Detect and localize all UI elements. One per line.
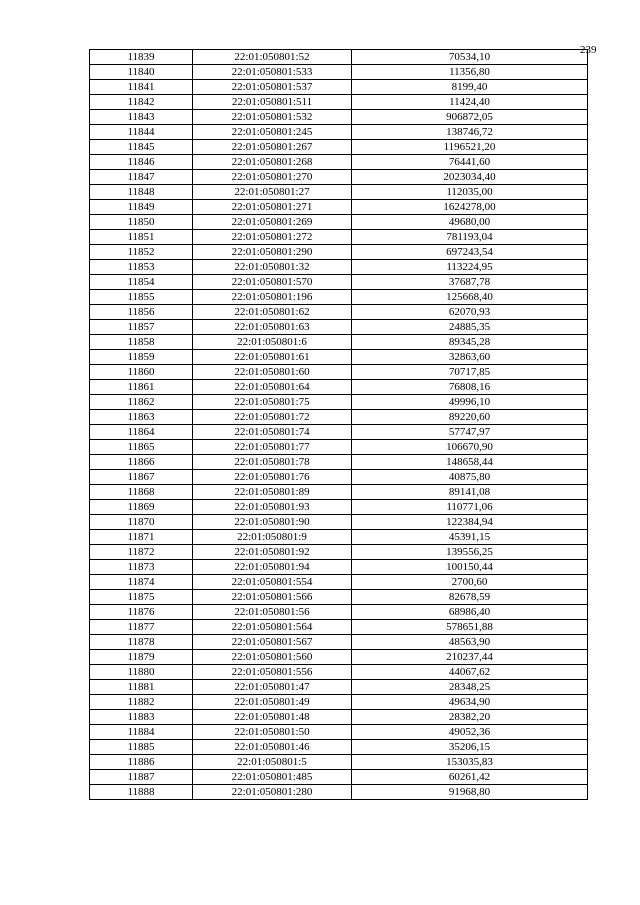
row-number-cell: 11848 <box>90 185 193 200</box>
row-number-cell: 11888 <box>90 785 193 800</box>
table-row <box>90 335 588 350</box>
table-row <box>90 515 588 530</box>
cadastral-number-cell: 22:01:050801:74 <box>193 425 352 440</box>
cadastral-value-cell: 48563,90 <box>352 635 588 650</box>
table-row <box>90 380 588 395</box>
table-row <box>90 275 588 290</box>
cadastral-value-cell: 49052,36 <box>352 725 588 740</box>
cadastral-value-cell: 49634,90 <box>352 695 588 710</box>
row-number-cell: 11882 <box>90 695 193 710</box>
cadastral-number-cell: 22:01:050801:560 <box>193 650 352 665</box>
row-number-cell: 11887 <box>90 770 193 785</box>
cadastral-number-cell: 22:01:050801:52 <box>193 50 352 65</box>
row-number-cell: 11864 <box>90 425 193 440</box>
cadastral-value-cell: 68986,40 <box>352 605 588 620</box>
table-row <box>90 95 588 110</box>
table-row <box>90 200 588 215</box>
row-number-cell: 11872 <box>90 545 193 560</box>
cadastral-value-cell: 106670,90 <box>352 440 588 455</box>
cadastral-value-cell: 37687,78 <box>352 275 588 290</box>
table-row <box>90 785 588 800</box>
cadastral-value-cell: 82678,59 <box>352 590 588 605</box>
table-row <box>90 530 588 545</box>
cadastral-number-cell: 22:01:050801:567 <box>193 635 352 650</box>
table-row <box>90 770 588 785</box>
table-body <box>90 50 588 800</box>
cadastral-value-cell: 60261,42 <box>352 770 588 785</box>
cadastral-value-cell: 1624278,00 <box>352 200 588 215</box>
table-row <box>90 125 588 140</box>
cadastral-number-cell: 22:01:050801:267 <box>193 140 352 155</box>
cadastral-number-cell: 22:01:050801:196 <box>193 290 352 305</box>
cadastral-value-cell: 76808,16 <box>352 380 588 395</box>
table-row <box>90 725 588 740</box>
cadastral-number-cell: 22:01:050801:5 <box>193 755 352 770</box>
cadastral-value-cell: 210237,44 <box>352 650 588 665</box>
cadastral-number-cell: 22:01:050801:89 <box>193 485 352 500</box>
table-row <box>90 215 588 230</box>
cadastral-number-cell: 22:01:050801:268 <box>193 155 352 170</box>
cadastral-value-cell: 89220,60 <box>352 410 588 425</box>
row-number-cell: 11883 <box>90 710 193 725</box>
cadastral-number-cell: 22:01:050801:63 <box>193 320 352 335</box>
cadastral-value-cell: 45391,15 <box>352 530 588 545</box>
cadastral-value-cell: 76441,60 <box>352 155 588 170</box>
cadastral-number-cell: 22:01:050801:62 <box>193 305 352 320</box>
row-number-cell: 11861 <box>90 380 193 395</box>
cadastral-number-cell: 22:01:050801:72 <box>193 410 352 425</box>
cadastral-value-cell: 49996,10 <box>352 395 588 410</box>
row-number-cell: 11866 <box>90 455 193 470</box>
table-row <box>90 365 588 380</box>
cadastral-number-cell: 22:01:050801:556 <box>193 665 352 680</box>
table-row <box>90 155 588 170</box>
table-row <box>90 290 588 305</box>
table-row <box>90 170 588 185</box>
table-row <box>90 545 588 560</box>
row-number-cell: 11856 <box>90 305 193 320</box>
row-number-cell: 11858 <box>90 335 193 350</box>
row-number-cell: 11846 <box>90 155 193 170</box>
table-row <box>90 470 588 485</box>
cadastral-number-cell: 22:01:050801:485 <box>193 770 352 785</box>
cadastral-value-cell: 35206,15 <box>352 740 588 755</box>
cadastral-number-cell: 22:01:050801:269 <box>193 215 352 230</box>
page-number: 239 <box>580 44 597 56</box>
table-row <box>90 485 588 500</box>
cadastral-value-cell: 153035,83 <box>352 755 588 770</box>
table-row <box>90 425 588 440</box>
row-number-cell: 11852 <box>90 245 193 260</box>
row-number-cell: 11849 <box>90 200 193 215</box>
table-row <box>90 50 588 65</box>
row-number-cell: 11863 <box>90 410 193 425</box>
row-number-cell: 11840 <box>90 65 193 80</box>
row-number-cell: 11860 <box>90 365 193 380</box>
cadastral-number-cell: 22:01:050801:272 <box>193 230 352 245</box>
table-row <box>90 740 588 755</box>
cadastral-value-cell: 100150,44 <box>352 560 588 575</box>
cadastral-value-cell: 112035,00 <box>352 185 588 200</box>
cadastral-number-cell: 22:01:050801:566 <box>193 590 352 605</box>
cadastral-value-cell: 138746,72 <box>352 125 588 140</box>
table-row <box>90 80 588 95</box>
cadastral-value-cell: 44067,62 <box>352 665 588 680</box>
cadastral-number-cell: 22:01:050801:27 <box>193 185 352 200</box>
table-row <box>90 635 588 650</box>
cadastral-value-cell: 28382,20 <box>352 710 588 725</box>
cadastral-value-cell: 11356,80 <box>352 65 588 80</box>
table-row <box>90 605 588 620</box>
row-number-cell: 11879 <box>90 650 193 665</box>
table-row <box>90 650 588 665</box>
cadastral-value-cell: 32863,60 <box>352 350 588 365</box>
row-number-cell: 11871 <box>90 530 193 545</box>
cadastral-number-cell: 22:01:050801:9 <box>193 530 352 545</box>
table-row <box>90 695 588 710</box>
cadastral-value-cell: 89345,28 <box>352 335 588 350</box>
cadastral-number-cell: 22:01:050801:92 <box>193 545 352 560</box>
row-number-cell: 11850 <box>90 215 193 230</box>
cadastral-number-cell: 22:01:050801:570 <box>193 275 352 290</box>
row-number-cell: 11880 <box>90 665 193 680</box>
row-number-cell: 11843 <box>90 110 193 125</box>
row-number-cell: 11853 <box>90 260 193 275</box>
cadastral-number-cell: 22:01:050801:61 <box>193 350 352 365</box>
cadastral-number-cell: 22:01:050801:271 <box>193 200 352 215</box>
cadastral-value-cell: 28348,25 <box>352 680 588 695</box>
row-number-cell: 11855 <box>90 290 193 305</box>
cadastral-number-cell: 22:01:050801:77 <box>193 440 352 455</box>
cadastral-number-cell: 22:01:050801:64 <box>193 380 352 395</box>
cadastral-value-cell: 49680,00 <box>352 215 588 230</box>
row-number-cell: 11874 <box>90 575 193 590</box>
table-row <box>90 560 588 575</box>
cadastral-number-cell: 22:01:050801:280 <box>193 785 352 800</box>
cadastral-number-cell: 22:01:050801:76 <box>193 470 352 485</box>
cadastral-number-cell: 22:01:050801:270 <box>193 170 352 185</box>
cadastral-number-cell: 22:01:050801:290 <box>193 245 352 260</box>
row-number-cell: 11839 <box>90 50 193 65</box>
row-number-cell: 11881 <box>90 680 193 695</box>
table-row <box>90 140 588 155</box>
row-number-cell: 11854 <box>90 275 193 290</box>
cadastral-number-cell: 22:01:050801:48 <box>193 710 352 725</box>
cadastral-value-cell: 906872,05 <box>352 110 588 125</box>
cadastral-value-cell: 11424,40 <box>352 95 588 110</box>
row-number-cell: 11865 <box>90 440 193 455</box>
table-row <box>90 755 588 770</box>
cadastral-number-cell: 22:01:050801:93 <box>193 500 352 515</box>
table-row <box>90 710 588 725</box>
cadastral-number-cell: 22:01:050801:32 <box>193 260 352 275</box>
row-number-cell: 11841 <box>90 80 193 95</box>
table-row <box>90 65 588 80</box>
cadastral-value-cell: 113224,95 <box>352 260 588 275</box>
table-row <box>90 305 588 320</box>
row-number-cell: 11851 <box>90 230 193 245</box>
cadastral-number-cell: 22:01:050801:50 <box>193 725 352 740</box>
table-row <box>90 410 588 425</box>
cadastral-value-table <box>89 49 588 800</box>
row-number-cell: 11845 <box>90 140 193 155</box>
cadastral-value-cell: 70534,10 <box>352 50 588 65</box>
table-row <box>90 455 588 470</box>
table-row <box>90 440 588 455</box>
row-number-cell: 11875 <box>90 590 193 605</box>
row-number-cell: 11877 <box>90 620 193 635</box>
cadastral-number-cell: 22:01:050801:60 <box>193 365 352 380</box>
row-number-cell: 11847 <box>90 170 193 185</box>
cadastral-number-cell: 22:01:050801:564 <box>193 620 352 635</box>
table-row <box>90 320 588 335</box>
cadastral-number-cell: 22:01:050801:537 <box>193 80 352 95</box>
cadastral-number-cell: 22:01:050801:47 <box>193 680 352 695</box>
table-row <box>90 245 588 260</box>
cadastral-value-cell: 578651,88 <box>352 620 588 635</box>
row-number-cell: 11844 <box>90 125 193 140</box>
cadastral-number-cell: 22:01:050801:245 <box>193 125 352 140</box>
cadastral-value-cell: 70717,85 <box>352 365 588 380</box>
cadastral-value-cell: 148658,44 <box>352 455 588 470</box>
cadastral-value-cell: 89141,08 <box>352 485 588 500</box>
cadastral-value-cell: 62070,93 <box>352 305 588 320</box>
cadastral-value-cell: 57747,97 <box>352 425 588 440</box>
cadastral-value-cell: 91968,80 <box>352 785 588 800</box>
cadastral-value-cell: 8199,40 <box>352 80 588 95</box>
cadastral-number-cell: 22:01:050801:49 <box>193 695 352 710</box>
table-row <box>90 350 588 365</box>
cadastral-value-cell: 40875,80 <box>352 470 588 485</box>
table-row <box>90 230 588 245</box>
cadastral-value-cell: 125668,40 <box>352 290 588 305</box>
row-number-cell: 11873 <box>90 560 193 575</box>
cadastral-number-cell: 22:01:050801:56 <box>193 605 352 620</box>
cadastral-value-cell: 2700,60 <box>352 575 588 590</box>
row-number-cell: 11867 <box>90 470 193 485</box>
cadastral-number-cell: 22:01:050801:511 <box>193 95 352 110</box>
cadastral-number-cell: 22:01:050801:94 <box>193 560 352 575</box>
row-number-cell: 11878 <box>90 635 193 650</box>
cadastral-number-cell: 22:01:050801:46 <box>193 740 352 755</box>
table-row <box>90 500 588 515</box>
cadastral-value-cell: 139556,25 <box>352 545 588 560</box>
table-row <box>90 590 588 605</box>
table-row <box>90 185 588 200</box>
row-number-cell: 11842 <box>90 95 193 110</box>
cadastral-number-cell: 22:01:050801:532 <box>193 110 352 125</box>
table-row <box>90 575 588 590</box>
table-row <box>90 620 588 635</box>
table-row <box>90 110 588 125</box>
cadastral-number-cell: 22:01:050801:554 <box>193 575 352 590</box>
cadastral-value-cell: 2023034,40 <box>352 170 588 185</box>
row-number-cell: 11885 <box>90 740 193 755</box>
row-number-cell: 11869 <box>90 500 193 515</box>
table-row <box>90 260 588 275</box>
row-number-cell: 11857 <box>90 320 193 335</box>
row-number-cell: 11886 <box>90 755 193 770</box>
row-number-cell: 11868 <box>90 485 193 500</box>
cadastral-value-cell: 697243,54 <box>352 245 588 260</box>
cadastral-number-cell: 22:01:050801:533 <box>193 65 352 80</box>
cadastral-value-cell: 122384,94 <box>352 515 588 530</box>
cadastral-number-cell: 22:01:050801:75 <box>193 395 352 410</box>
row-number-cell: 11884 <box>90 725 193 740</box>
cadastral-value-cell: 24885,35 <box>352 320 588 335</box>
table-row <box>90 665 588 680</box>
row-number-cell: 11870 <box>90 515 193 530</box>
cadastral-value-cell: 1196521,20 <box>352 140 588 155</box>
row-number-cell: 11876 <box>90 605 193 620</box>
cadastral-number-cell: 22:01:050801:78 <box>193 455 352 470</box>
cadastral-value-cell: 110771,06 <box>352 500 588 515</box>
table-row <box>90 395 588 410</box>
cadastral-number-cell: 22:01:050801:90 <box>193 515 352 530</box>
cadastral-value-cell: 781193,04 <box>352 230 588 245</box>
row-number-cell: 11859 <box>90 350 193 365</box>
row-number-cell: 11862 <box>90 395 193 410</box>
table-row <box>90 680 588 695</box>
cadastral-number-cell: 22:01:050801:6 <box>193 335 352 350</box>
